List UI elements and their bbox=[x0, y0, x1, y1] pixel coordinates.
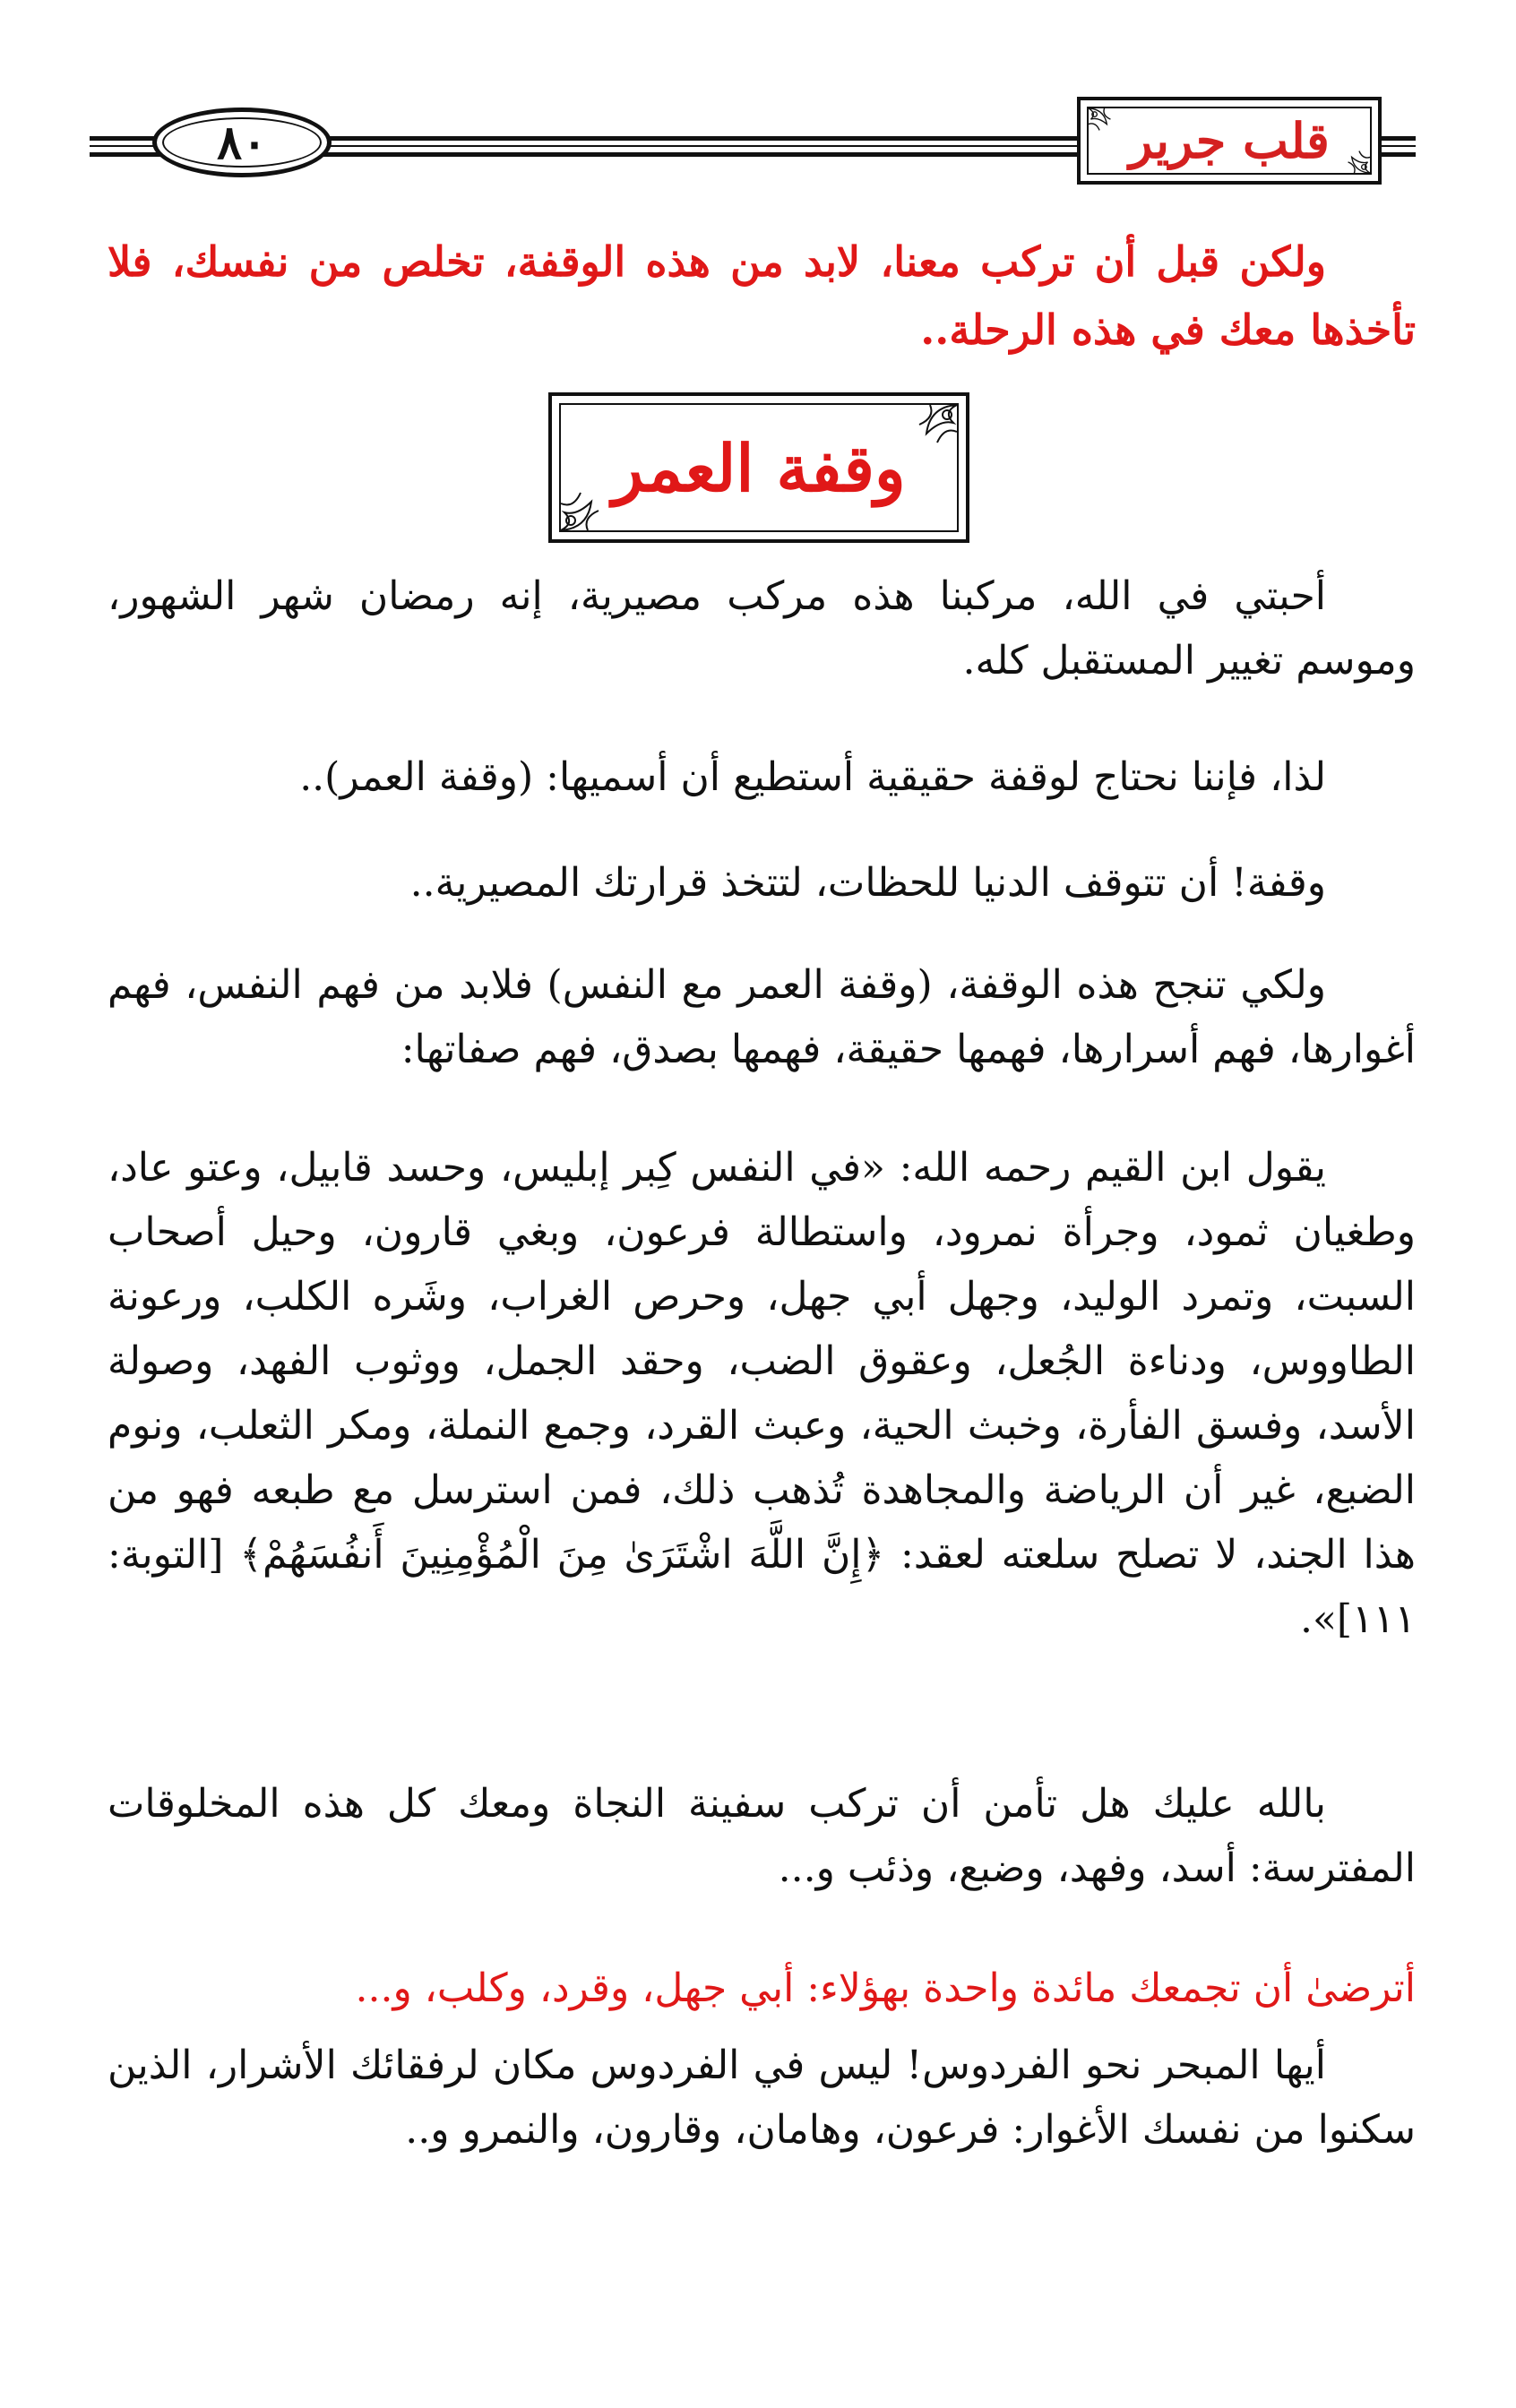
body-paragraph: لذا، فإننا نحتاج لوقفة حقيقية أستطيع أن أسميها: (وقفة العمر).. bbox=[299, 754, 1326, 800]
section-title-box bbox=[548, 392, 969, 543]
page-number-badge bbox=[152, 108, 332, 177]
section-title: وقفة العمر bbox=[612, 429, 906, 506]
book-title-box bbox=[1077, 97, 1382, 185]
body-paragraph: بالله عليك هل تأمن أن تركب سفينة النجاة ومعك كل هذه المخلوقات المفترسة: أسد، وفهد، وضبع، وذئب و... bbox=[108, 1781, 1416, 1891]
closing-paragraph: أيها المبحر نحو الفردوس! ليس في الفردوس مكان لرفقائك الأشرار، الذين سكنوا من نفسك الأغوار: فرعون، وهامان، وقارون، والنمرو و.. bbox=[108, 2042, 1416, 2153]
intro-paragraph: ولكن قبل أن تركب معنا، لابد من هذه الوقفة، تخلص من نفسك، فلا تأخذها معك في هذه الرحلة.. bbox=[108, 237, 1416, 354]
quote-paragraph: يقول ابن القيم رحمه الله: «في النفس كِبر إبليس، وحسد قابيل، وعتو عاد، وطغيان ثمود، وجرأة نمرود، واستطالة فرعون، وبغي قارون، وحيل أصحاب السبت، وتمرد الوليد، وجهل أبي جهل، وحرص الغراب، وشَره الكلب، ورعونة الطاووس، ودناءة الجُعل، وعقوق الضب، وحقد الجمل، ووثوب الفهد، وصولة الأسد، وفسق الفأرة، وخبث الحية، وعبث القرد، وجمع النملة، ومكر الثعلب، ونوم الضبع، غير أن الرياضة والمجاهدة تُذهب ذلك، فمن استرسل مع طبعه فهو من هذا الجند، لا تصلح سلعته لعقد: ﴿إِنَّ اللَّهَ اشْتَرَىٰ مِنَ الْمُؤْمِنِينَ أَنفُسَهُمْ﴾ [التوبة: ١١١]». bbox=[108, 1145, 1416, 1642]
page-header bbox=[90, 90, 1416, 197]
highlight-line: أترضىٰ أن تجمعك مائدة واحدة بهؤلاء: أبي جهل، وقرد، وكلب، و... bbox=[355, 1965, 1416, 2011]
book-title: قلب جرير bbox=[1129, 112, 1330, 169]
body-paragraph: ولكي تنجح هذه الوقفة، (وقفة العمر مع النفس) فلابد من فهم النفس، فهم أغوارها، فهم أسرارها، فهمها حقيقة، فهمها بصدق، فهم صفاتها: bbox=[108, 962, 1416, 1072]
body-paragraph: وقفة! أن تتوقف الدنيا للحظات، لتتخذ قرارتك المصيرية.. bbox=[409, 860, 1326, 906]
page-number: ٨٠ bbox=[217, 115, 267, 170]
body-paragraph: أحبتي في الله، مركبنا هذه مركب مصيرية، إنه رمضان شهر الشهور، وموسم تغيير المستقبل كله. bbox=[108, 573, 1416, 684]
